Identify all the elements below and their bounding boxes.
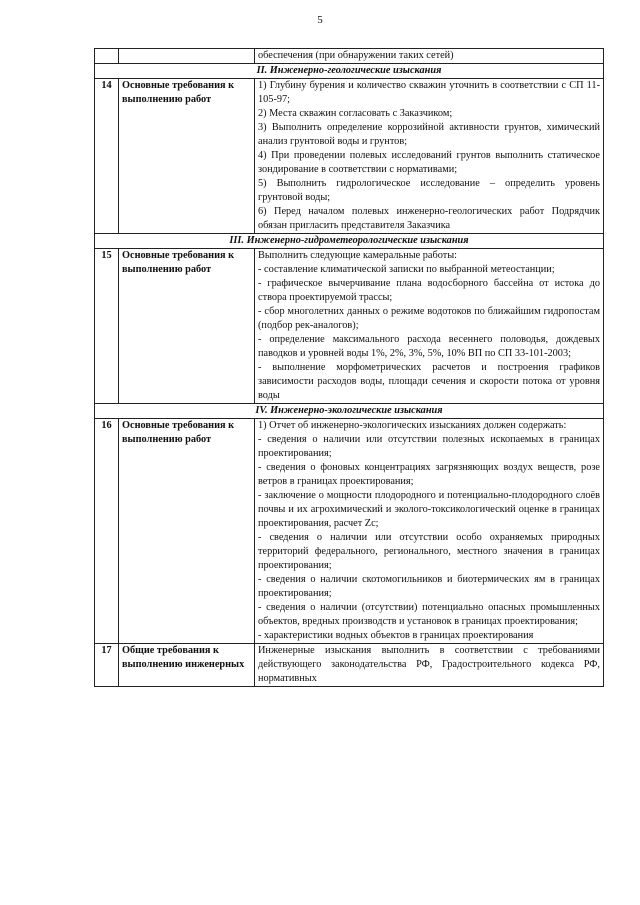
row-name-cell: Основные требования к выполнению работ	[119, 249, 255, 404]
requirement-line: - сведения о наличии скотомогильников и биотермических ям в границах проектирования;	[258, 574, 600, 599]
requirement-line: - сведения о наличии или отсутствии полезных ископаемых в границах проектирования;	[258, 434, 600, 459]
requirement-line: - определение максимального расхода весеннего половодья, дождевых паводков и уровней воды 1%, 2%, 3%, 5%, 10% ВП по СП 33-101-2003;	[258, 334, 600, 359]
table-row	[95, 249, 604, 404]
requirements-table	[94, 48, 604, 687]
table-row	[95, 49, 604, 64]
row-value-cell	[255, 249, 604, 404]
requirement-line: - сведения о фоновых концентрациях загрязняющих воздух веществ, розе ветров в границах проектирования;	[258, 462, 600, 487]
section-title: IV. Инженерно-экологические изыскания	[95, 404, 604, 419]
section-header	[95, 234, 604, 249]
row-name-cell: Основные требования к выполнению работ	[119, 79, 255, 234]
requirement-line: - характеристики водных объектов в границах проектирования	[258, 630, 534, 641]
requirement-line: - сбор многолетних данных о режиме водотоков по ближайшим гидропостам (подбор рек-аналогов);	[258, 306, 600, 331]
row-value-cell	[255, 79, 604, 234]
requirement-line: 1) Отчет об инженерно-экологических изысканиях должен содержать:	[258, 420, 567, 431]
row-value-cell: обеспечения (при обнаружении таких сетей)	[255, 49, 604, 64]
section-header	[95, 64, 604, 79]
requirement-line: - сведения о наличии или отсутствии особо охраняемых природных территорий федерального, регионального, местного значения в границах проектирования;	[258, 532, 600, 571]
section-header	[95, 404, 604, 419]
row-number-cell: 15	[95, 249, 119, 404]
row-name-cell	[119, 49, 255, 64]
row-number-cell: 17	[95, 644, 119, 687]
page-number: 5	[317, 14, 323, 26]
row-number-cell	[95, 49, 119, 64]
section-title: III. Инженерно-гидрометеорологические изыскания	[95, 234, 604, 249]
row-name-cell: Общие требования к выполнению инженерных	[119, 644, 255, 687]
row-value-cell	[255, 419, 604, 644]
requirement-line: 1) Глубину бурения и количество скважин уточнить в соответствии с СП 11-105-97;	[258, 80, 600, 105]
table-row	[95, 419, 604, 644]
requirement-line: 3) Выполнить определение коррозийной активности грунтов, химический анализ грунтовой воды и грунтов;	[258, 122, 600, 147]
requirement-line: - заключение о мощности плодородного и потенциально-плодородного слоёв почвы и их агрохимический и эколого-токсикологический оценке в границах проектирования, расчет Zc;	[258, 490, 600, 529]
requirement-line: Выполнить следующие камеральные работы:	[258, 250, 458, 261]
row-value-cell: Инженерные изыскания выполнить в соответствии с требованиями действующего законодательства РФ, Градостроительного кодекса РФ, нормативных	[255, 644, 604, 687]
requirement-line: - графическое вычерчивание плана водосборного бассейна от истока до створа проектируемой трассы;	[258, 278, 600, 303]
table-row	[95, 644, 604, 687]
row-number-cell: 16	[95, 419, 119, 644]
requirement-line: 2) Места скважин согласовать с Заказчиком;	[258, 108, 453, 119]
requirement-line: 5) Выполнить гидрологическое исследование – определить уровень грунтовой воды;	[258, 178, 600, 203]
requirement-line: - выполнение морфометрических расчетов и построения графиков зависимости расходов воды, площади сечения и скорости потока от уровня воды	[258, 362, 600, 401]
requirement-line: 4) При проведении полевых исследований грунтов выполнить статическое зондирование в соответствии с нормативами;	[258, 150, 600, 175]
row-name-cell: Основные требования к выполнению работ	[119, 419, 255, 644]
requirement-line: 6) Перед началом полевых инженерно-геологических работ Подрядчик обязан пригласить представителя Заказчика	[258, 206, 600, 231]
table-row	[95, 79, 604, 234]
requirement-line: - сведения о наличии (отсутствии) потенциально опасных промышленных объектов, вредных производств и установок в границах проектирования;	[258, 602, 600, 627]
section-title: II. Инженерно-геологические изыскания	[95, 64, 604, 79]
row-number-cell: 14	[95, 79, 119, 234]
requirement-line: - составление климатической записки по выбранной метеостанции;	[258, 264, 555, 275]
